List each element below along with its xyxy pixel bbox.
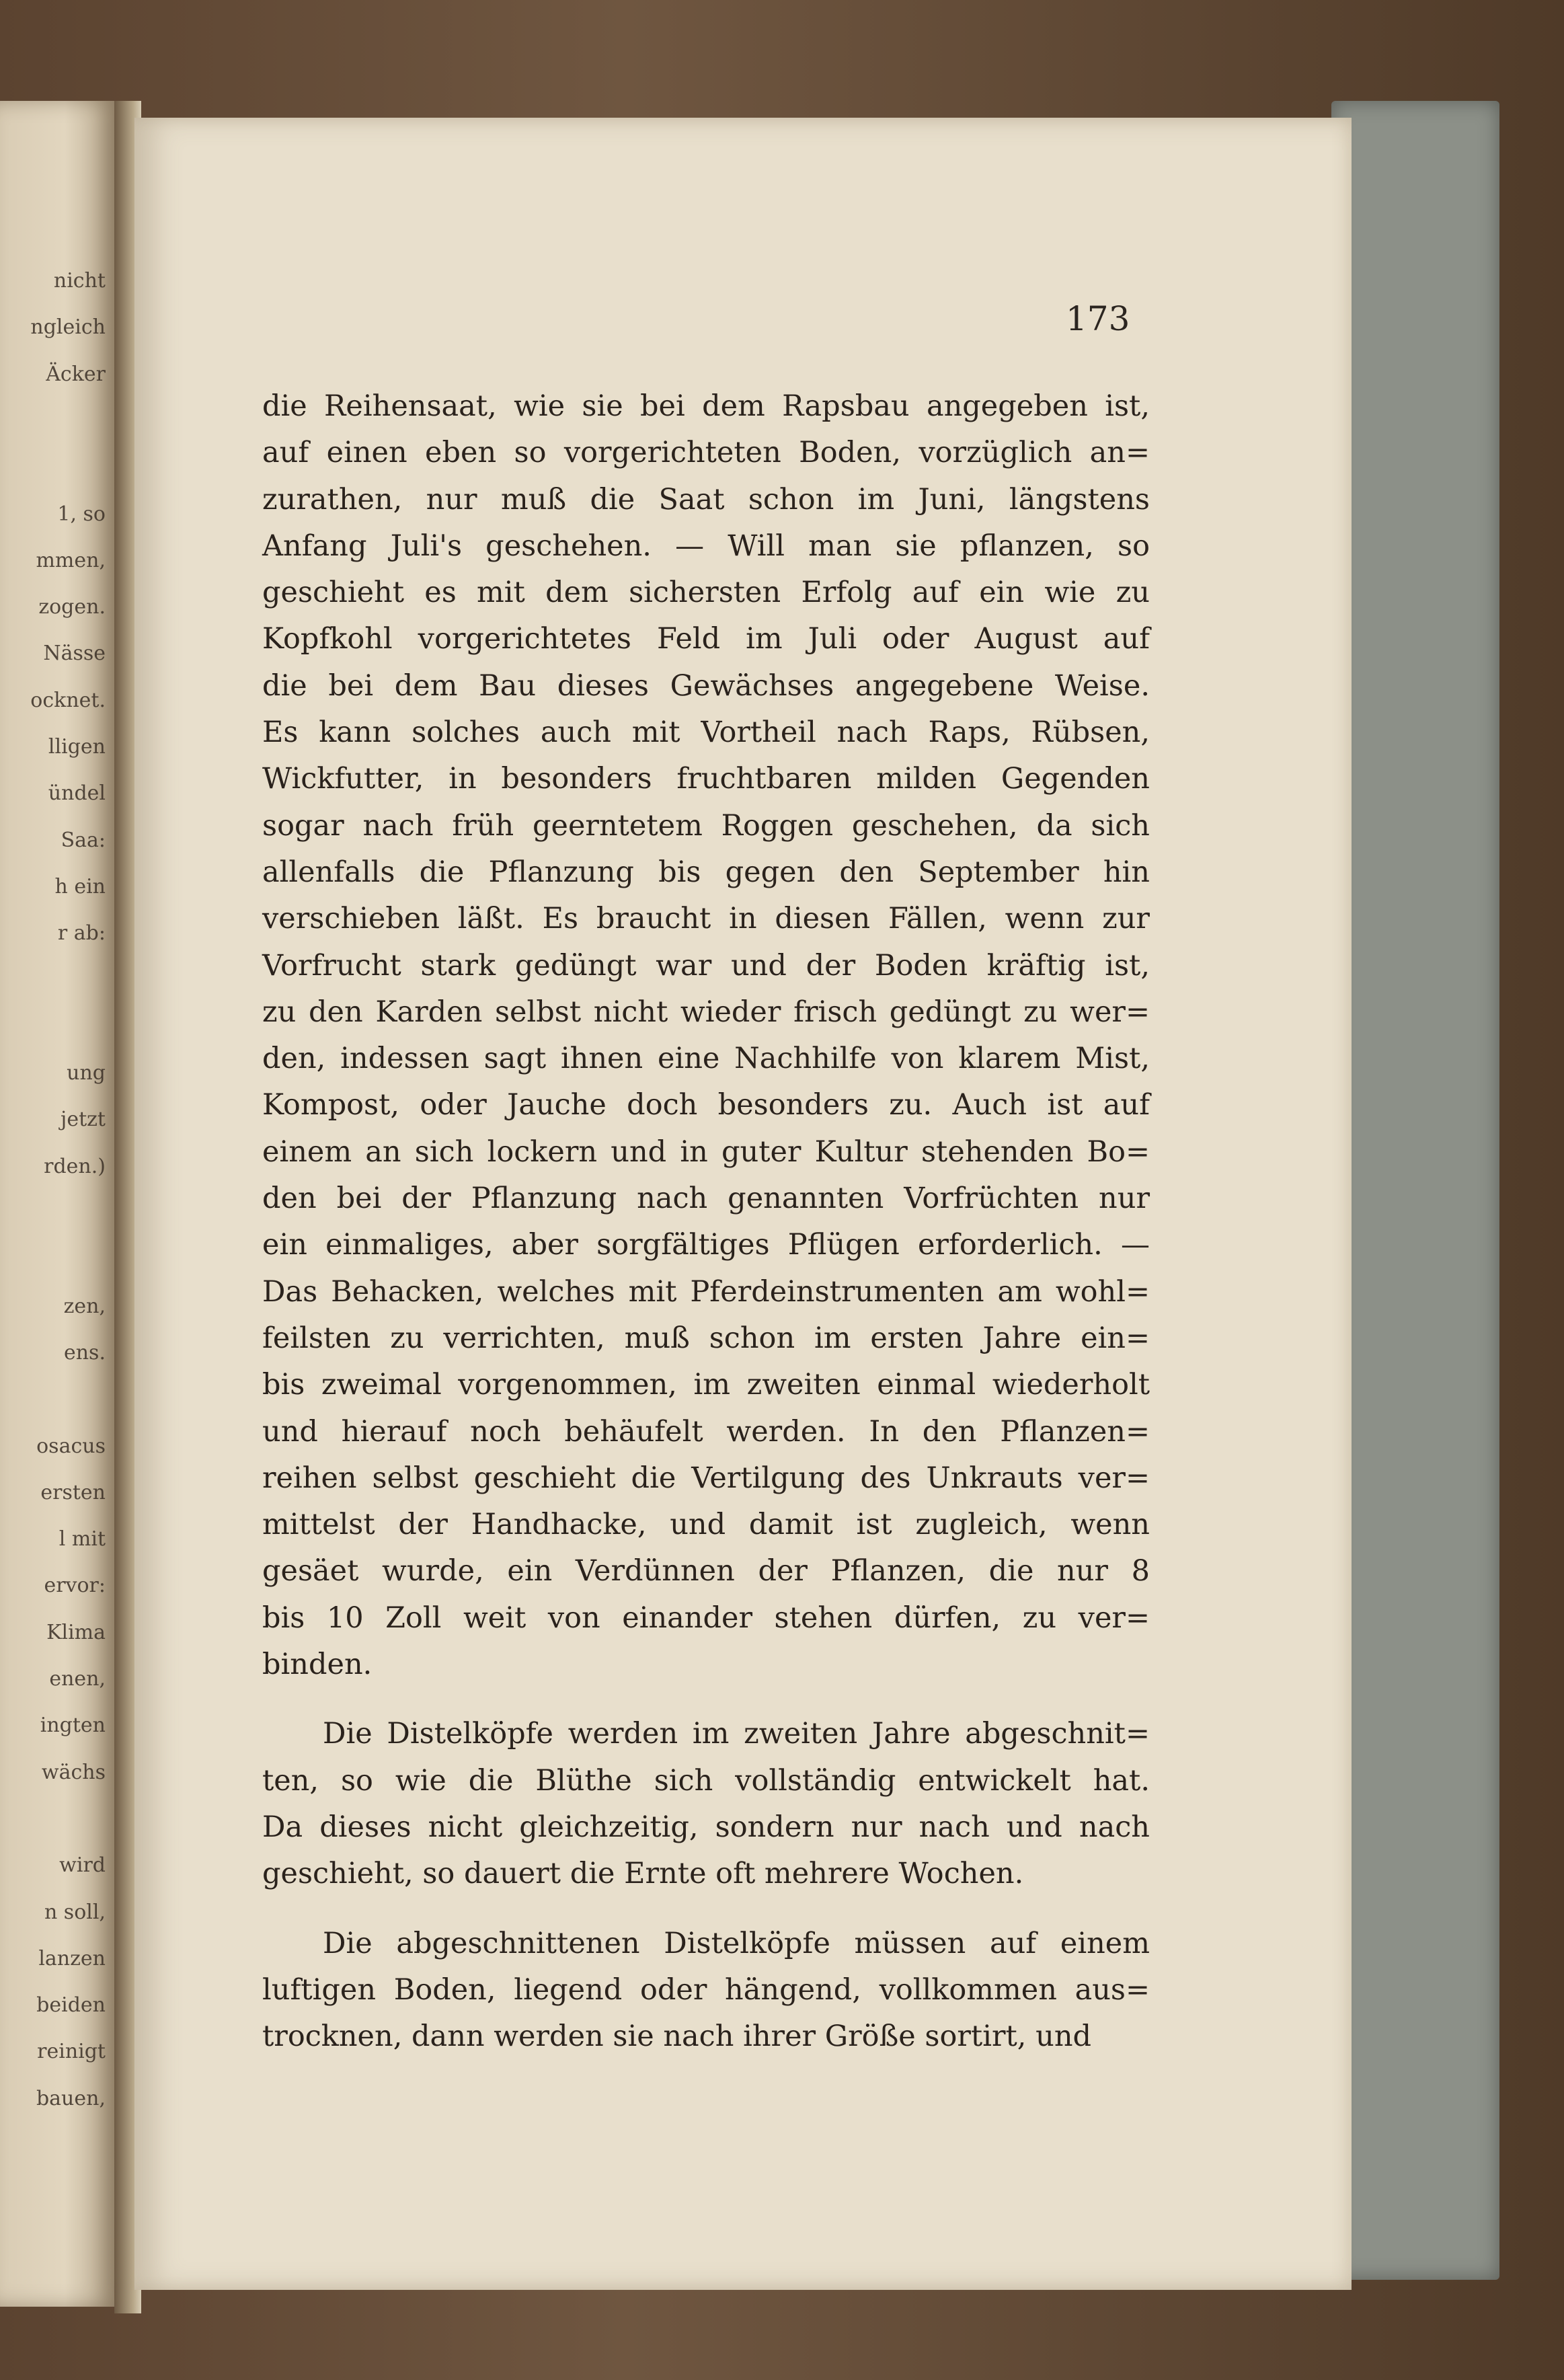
text-line: Da dieses nicht gleichzeitig, sondern nur nach und nach <box>262 1810 1150 1844</box>
text-line: Vorfrucht stark gedüngt war und der Boden kräftig ist, <box>262 948 1150 983</box>
left-page-text-fragment: n soll, <box>44 1900 106 1924</box>
left-page-text-fragment: beiden <box>36 1993 106 2018</box>
text-line: allenfalls die Pflanzung bis gegen den September hin <box>262 855 1150 889</box>
text-line: Kopfkohl vorgerichtetes Feld im Juli oder August auf <box>262 622 1150 656</box>
text-line: geschieht es mit dem sichersten Erfolg auf ein wie zu <box>262 576 1150 610</box>
left-page-text-fragment: ung <box>67 1061 106 1085</box>
left-page-text-fragment: osacus <box>36 1434 106 1458</box>
text-line: Kompost, oder Jauche doch besonders zu. Auch ist auf <box>262 1088 1150 1122</box>
left-page-text-fragment: ngleich <box>30 315 106 340</box>
text-line: Es kann solches auch mit Vortheil nach Raps, Rübsen, <box>262 716 1150 750</box>
left-page-text-fragment: enen, <box>49 1667 106 1691</box>
left-page-text-fragment: ersten <box>40 1480 106 1504</box>
page-body-text <box>262 383 1150 2060</box>
paragraph-gap <box>262 1898 1150 1921</box>
left-page-text-fragment: nicht <box>53 269 106 293</box>
text-line: die Reihensaat, wie sie bei dem Rapsbau angegeben ist, <box>262 389 1150 423</box>
text-line: den bei der Pflanzung nach genannten Vorfrüchten nur <box>262 1182 1150 1216</box>
left-page-edge <box>0 101 118 2307</box>
text-line: Die Distelköpfe werden im zweiten Jahre abgeschnit= <box>323 1717 1150 1751</box>
left-page-text-fragment: Nässe <box>43 642 106 666</box>
left-page-text-fragment: mmen, <box>36 548 106 572</box>
left-page-text-fragment: ingten <box>40 1714 106 1738</box>
left-page-text-fragment: wird <box>59 1853 106 1878</box>
left-page-text-fragment: rden.) <box>44 1154 106 1178</box>
text-line: die bei dem Bau dieses Gewächses angegebene Weise. <box>262 668 1150 703</box>
text-line: binden. <box>262 1648 373 1682</box>
text-line: einem an sich lockern und in guter Kultur stehenden Bo= <box>262 1135 1150 1169</box>
text-line: mittelst der Handhacke, und damit ist zugleich, wenn <box>262 1508 1150 1542</box>
left-page-text-fragment: zen, <box>63 1294 106 1318</box>
text-line: den, indessen sagt ihnen eine Nachhilfe von klarem Mist, <box>262 1042 1150 1076</box>
left-page-text-fragment: lligen <box>48 735 106 759</box>
paragraph-gap <box>262 1688 1150 1711</box>
text-line: und hierauf noch behäufelt werden. In den Pflanzen= <box>262 1414 1150 1449</box>
left-page-text-fragment: l mit <box>58 1527 106 1551</box>
text-line: luftigen Boden, liegend oder hängend, vollkommen aus= <box>262 1972 1150 2007</box>
left-page-text-fragment: Klima <box>46 1620 106 1644</box>
left-page-text-fragment: wächs <box>41 1760 106 1784</box>
left-page-text-fragment: Saa: <box>61 828 106 852</box>
left-page-text-fragment: lanzen <box>38 1946 106 1970</box>
left-page-text-fragment: 1, so <box>57 502 106 526</box>
text-line: reihen selbst geschieht die Vertilgung des Unkrauts ver= <box>262 1461 1150 1495</box>
text-line: zurathen, nur muß die Saat schon im Juni, längstens <box>262 482 1150 516</box>
left-page-text-fragment: ervor: <box>44 1574 106 1598</box>
text-line: zu den Karden selbst nicht wieder frisch gedüngt zu wer= <box>262 995 1150 1029</box>
page-number: 173 <box>1066 299 1130 338</box>
left-page-text-fragment: r ab: <box>57 921 106 946</box>
text-line: bis zweimal vorgenommen, im zweiten einmal wiederholt <box>262 1368 1150 1402</box>
text-line: Anfang Juli's geschehen. — Will man sie pflanzen, so <box>262 529 1150 563</box>
left-page-text-fragment: bauen, <box>36 2086 106 2110</box>
left-page-text-fragment: ocknet. <box>30 688 106 712</box>
text-line: geschieht, so dauert die Ernte oft mehrere Wochen. <box>262 1857 1024 1891</box>
text-line: Das Behacken, welches mit Pferdeinstrumenten am wohl= <box>262 1274 1150 1309</box>
text-line: auf einen eben so vorgerichteten Boden, vorzüglich an= <box>262 436 1150 470</box>
left-page-text-fragment: ens. <box>63 1340 106 1365</box>
text-line: feilsten zu verrichten, muß schon im ersten Jahre ein= <box>262 1321 1150 1355</box>
left-page-text-fragment: ündel <box>48 781 106 806</box>
left-page-text-fragment: h ein <box>54 874 106 898</box>
left-page-text-fragment: zogen. <box>38 595 106 619</box>
text-line: sogar nach früh geerntetem Roggen geschehen, da sich <box>262 808 1150 843</box>
left-page-text-fragment: Äcker <box>46 362 106 386</box>
text-line: verschieben läßt. Es braucht in diesen Fällen, wenn zur <box>262 902 1150 936</box>
text-line: gesäet wurde, ein Verdünnen der Pflanzen, die nur 8 <box>262 1554 1150 1588</box>
book-cover-board <box>1331 101 1499 2280</box>
text-line: bis 10 Zoll weit von einander stehen dürfen, zu ver= <box>262 1601 1150 1635</box>
text-line: Wickfutter, in besonders fruchtbaren milden Gegenden <box>262 762 1150 796</box>
text-line: ten, so wie die Blüthe sich vollständig entwickelt hat. <box>262 1763 1150 1798</box>
text-line: ein einmaliges, aber sorgfältiges Pflügen erforderlich. — <box>262 1228 1150 1262</box>
text-line: trocknen, dann werden sie nach ihrer Größe sortirt, und <box>262 2020 1092 2054</box>
left-page-text-fragment: jetzt <box>61 1108 106 1132</box>
left-page-text-fragment: reinigt <box>37 2040 106 2064</box>
text-line: Die abgeschnittenen Distelköpfe müssen auf einem <box>323 1926 1150 1960</box>
